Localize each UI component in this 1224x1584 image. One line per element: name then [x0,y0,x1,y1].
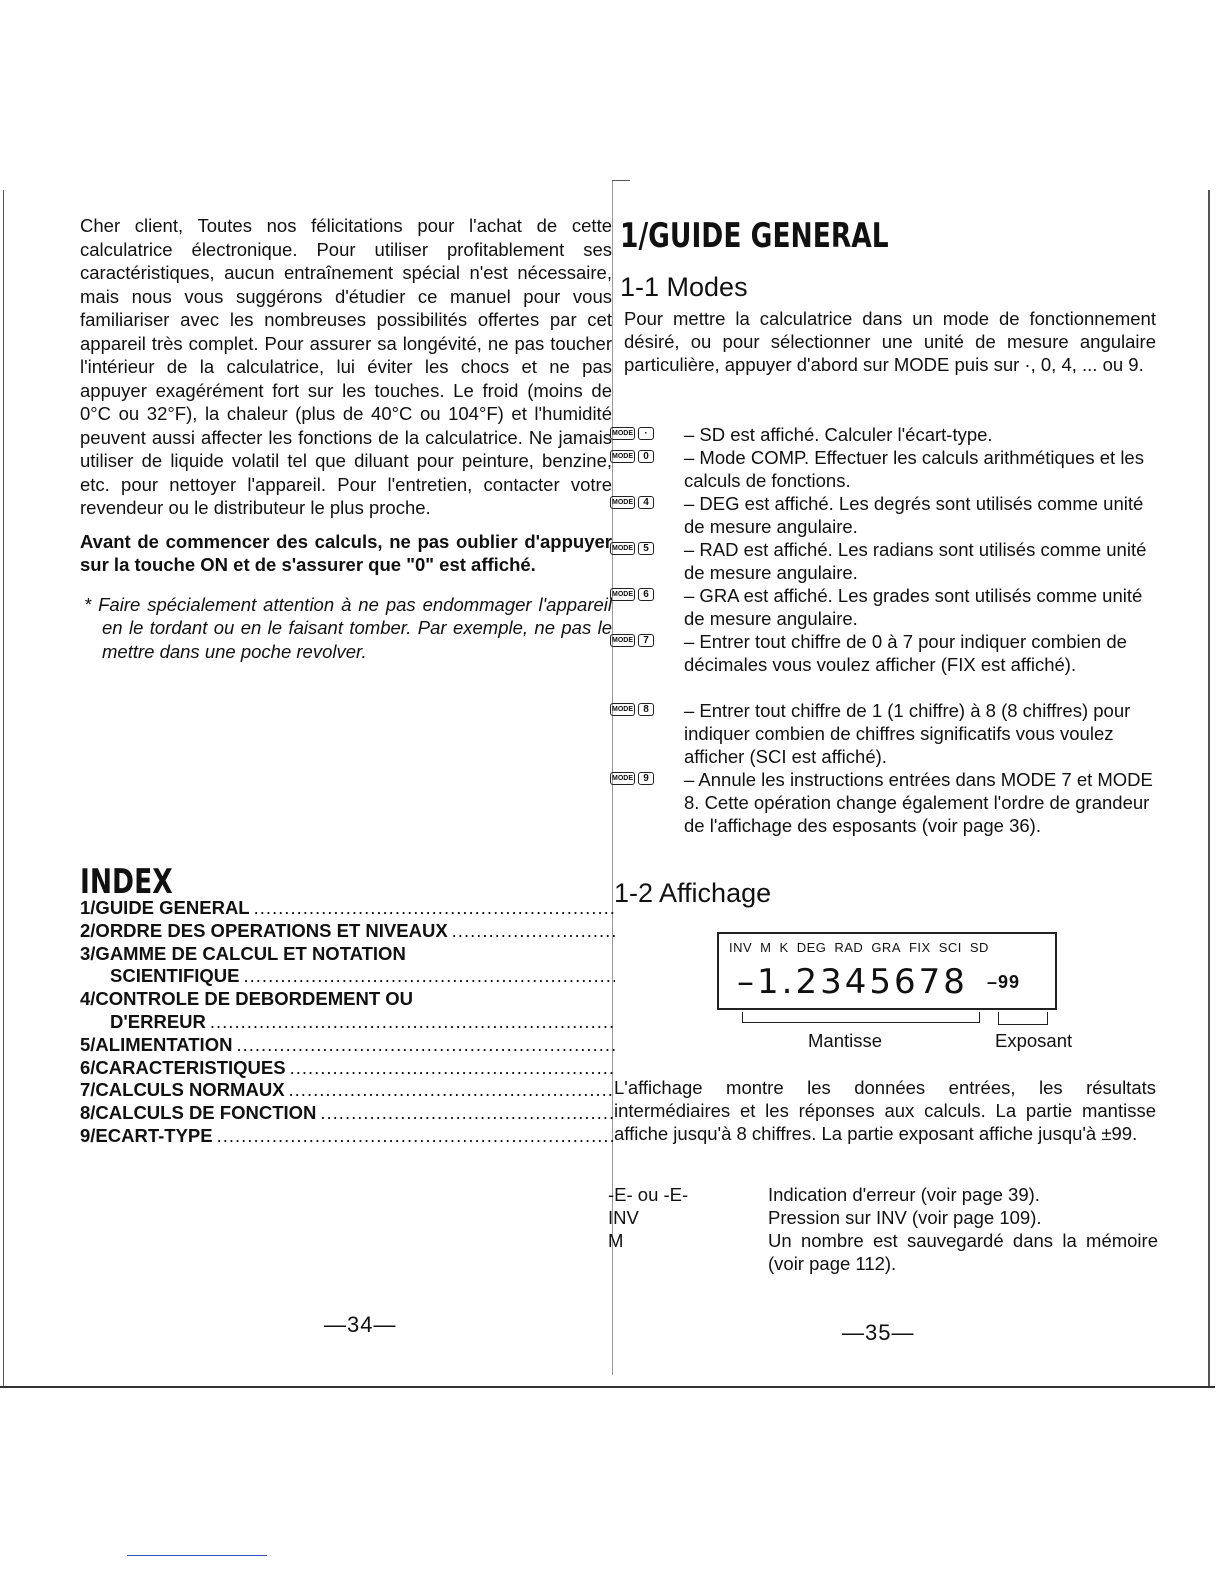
mode-row: MODE 0 – Mode COMP. Effectuer les calculs arithmétiques et les calculs de fonctions. [612,447,1144,491]
index-item: 2/ORDRE DES OPERATIONS ET NIVEAUX ..... [80,920,615,943]
display-description: L'affichage montre les données entrées, les résultats intermédiaires et les réponses aux calculs. La partie mantisse affiche jusqu'à 8 chiffres. La partie exposant affiche jusqu'à ±99. [614,1077,1156,1144]
key-icon: 4 [638,496,654,509]
index-item: 3/GAMME DE CALCUL ET NOTATION [80,942,406,964]
fold-mark [612,180,630,181]
mode-key-icon: MODE [610,588,635,601]
exponent-bracket [998,1012,1048,1025]
blue-line [127,1555,267,1556]
left-page-text [80,214,612,663]
mode-key-icon: MODE [610,450,635,463]
lcd-indicators: INV M K DEG RAD GRA FIX SCI SD [729,940,989,955]
key-icon: 0 [638,450,654,463]
warning-paragraph: Avant de commencer des calculs, ne pas oublier d'appuyer sur la touche ON et de s'assurer que "0" est affiché. [80,530,612,575]
lcd-display [717,932,1057,1010]
index-item: 5/ALIMENTATION ..... [80,1034,615,1057]
mantissa-label: Mantisse [808,1030,883,1051]
indicator-row: INV Pression sur INV (voir page 109). [608,1207,1042,1228]
index-item: 4/CONTROLE DE DEBORDEMENT OU [80,988,414,1010]
section-modes-title: 1-1 Modes [620,272,748,302]
exponent-label: Exposant [995,1030,1073,1051]
mode-row: MODE 4 – DEG est affiché. Les degrés sont utilisés comme unité de mesure angulaire. [612,493,1144,537]
index-item: 8/CALCULS DE FONCTION ..... [80,1102,615,1125]
indicator-row: M Un nombre est sauvegardé dans la mémoire (voir page 112). [608,1230,1158,1274]
mantissa-bracket [742,1012,980,1023]
index-title: INDEX [80,862,173,902]
mode-key-icon: MODE [610,703,635,716]
index-item: 7/CALCULS NORMAUX ..... [80,1079,615,1102]
key-icon: 7 [638,634,654,647]
note-paragraph: * Faire spécialement attention à ne pas endommager l'appareil en le tordant ou en le faisant tomber. Par exemple, ne pas le mettre dans une poche revolver. [84,593,612,662]
mode-row: MODE 7 – Entrer tout chiffre de 0 à 7 pour indiquer combien de décimales vous voulez afficher (FIX est affiché). [612,631,1127,675]
mode-key-icon: MODE [610,772,635,785]
lcd-exponent: –99 [987,972,1021,992]
mode-row: MODE 6 – GRA est affiché. Les grades sont utilisés comme unité de mesure angulaire. [612,585,1143,629]
mode-row: MODE 9 – Annule les instructions entrées dans MODE 7 et MODE 8. Cette opération change également l'ordre de grandeur de l'affichage des esposants (voir page 36). [612,769,1153,836]
mode-key-icon: MODE [610,427,635,440]
page-number-left: —34— [324,1312,397,1337]
page-edge-right [1208,190,1210,1386]
indicator-row: -E- ou -E- Indication d'erreur (voir page 39). [608,1184,1040,1205]
mode-row: MODE 5 – RAD est affiché. Les radians sont utilisés comme unité de mesure angulaire. [612,539,1147,583]
intro-paragraph: Cher client, Toutes nos félicitations pour l'achat de cette calculatrice électronique. Pour utiliser profitablement ses caractéristiques, aucun entraînement spécial n'est nécessaire, mais nous vous suggérons d'étudier ce manuel pour vous familiariser avec les nombreuses possibilités offertes par cet appareil très complet. Pour assurer sa longévité, ne pas toucher l'intérieur de la calculatrice, lui éviter les chocs et ne pas appuyer exagérément fort sur les touches. Le froid (moins de 0°C ou 32°F), la chaleur (plus de 40°C ou 104°F) et l'humidité peuvent aussi affecter les fonctions de la calculatrice. Ne jamais utiliser de liquide volatil tel que diluant pour peinture, benzine, etc. pour nettoyer l'appareil. Pour l'entretien, contacter votre revendeur ou le distributeur le plus proche. [80,215,612,518]
mode-row: MODE · – SD est affiché. Calculer l'écart-type. [612,424,993,445]
section-display-title: 1-2 Affichage [614,878,772,908]
mode-key-icon: MODE [610,542,635,555]
index-item: 1/GUIDE GENERAL ..... [80,897,615,920]
page-edge-left [3,190,4,1386]
page-number-right: —35— [842,1320,915,1345]
index-item: SCIENTIFIQUE ..... [80,965,615,988]
page-edge-bottom [0,1386,1215,1388]
key-icon: 6 [638,588,654,601]
key-icon: · [638,427,654,440]
key-icon: 8 [638,703,654,716]
index-item: 9/ECART-TYPE ..... [80,1125,615,1148]
modes-intro: Pour mettre la calculatrice dans un mode de fonctionnement désiré, ou pour sélectionner une unité de mesure angulaire particulière, appuyer d'abord sur MODE puis sur ·, 0, 4, ... ou 9. [624,308,1156,375]
index-item: D'ERREUR ..... [80,1011,615,1034]
mode-key-icon: MODE [610,496,635,509]
index-list [80,897,615,1148]
lcd-mantissa: –1.2345678 [737,962,968,1002]
key-icon: 9 [638,772,654,785]
mode-row: MODE 8 – Entrer tout chiffre de 1 (1 chiffre) à 8 (8 chiffres) pour indiquer combien de chiffres significatifs vous voulez afficher (SCI est affiché). [612,700,1131,767]
mode-key-icon: MODE [610,634,635,647]
key-icon: 5 [638,542,654,555]
chapter-title: 1/GUIDE GENERAL [620,216,889,256]
index-item: 6/CARACTERISTIQUES ..... [80,1057,615,1080]
